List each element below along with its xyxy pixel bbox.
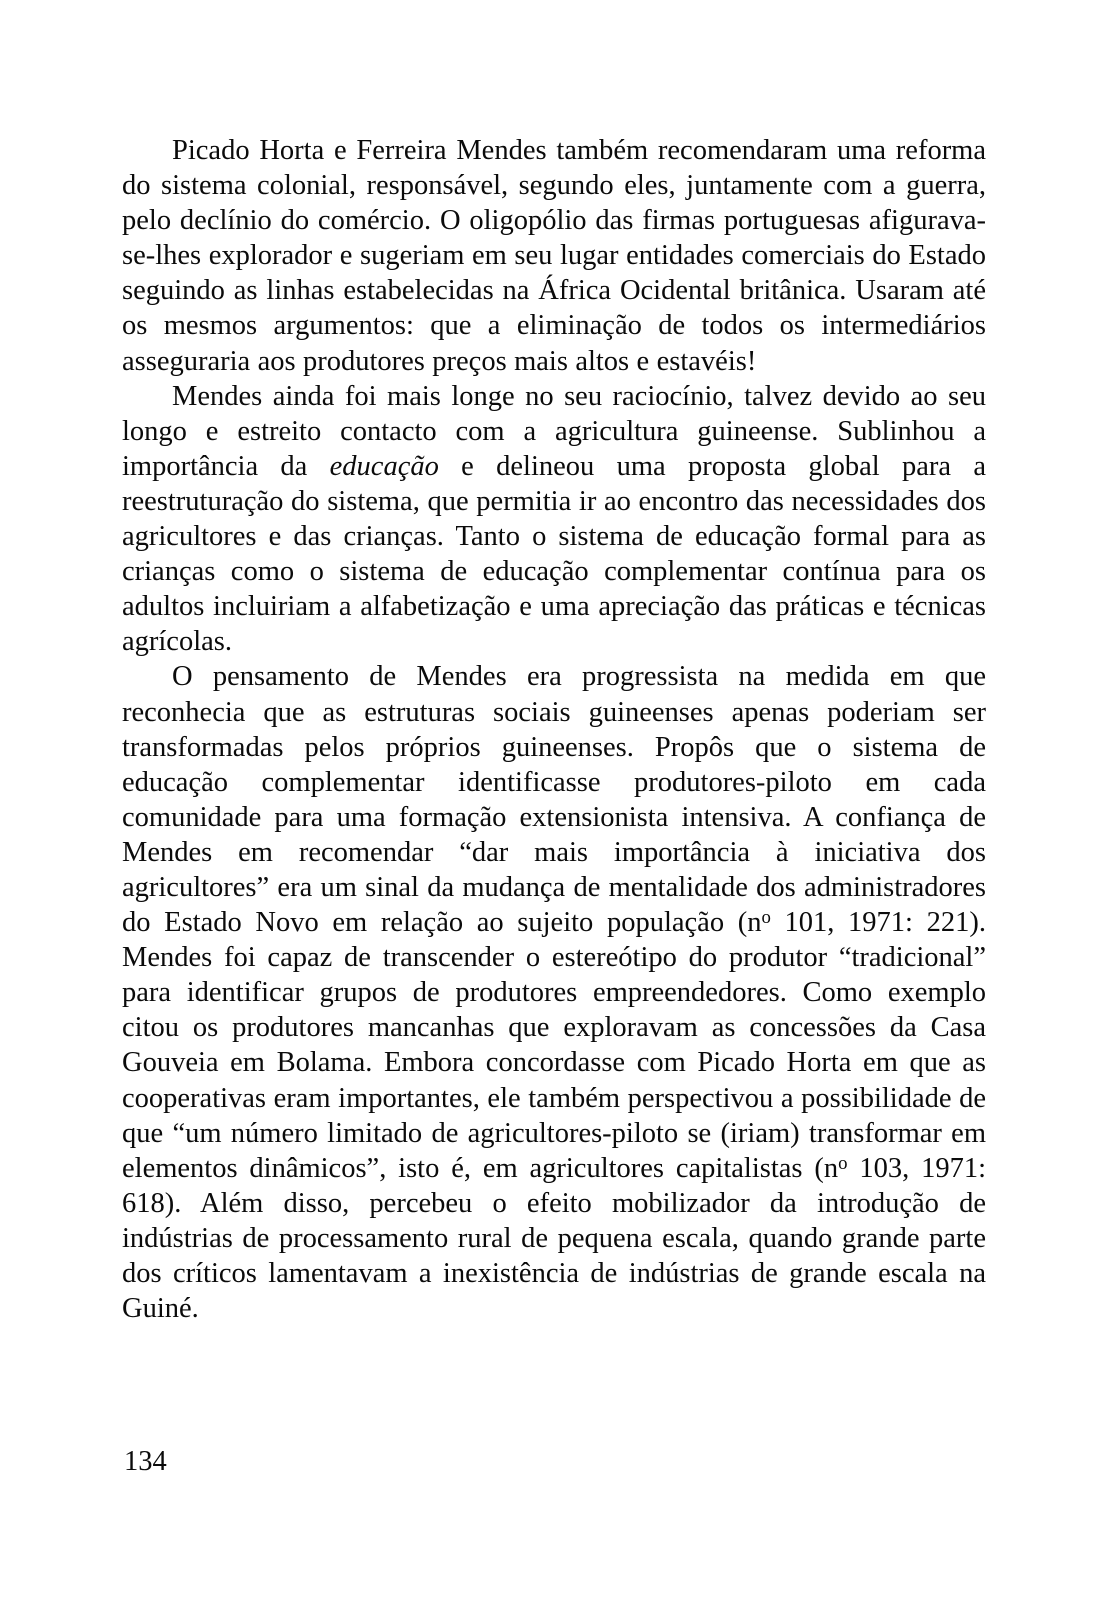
ordinal-indicator-numero-103: o [838, 1152, 848, 1174]
page-number: 134 [124, 1446, 167, 1477]
paragraph-3 [122, 659, 986, 1326]
paragraph-2-text-after-italic: e delineou uma proposta global para a reestruturação do sistema, que permitia ir ao encontro das necessidades dos agricultores e das crianças. Tanto o sistema de educação formal para as crianças como o sistema de educação complementar contínua para os adultos incluiriam a alfabetização e uma apreciação das práticas e técnicas agrícolas. [122, 450, 986, 658]
paragraph-3-segment-2: 101, 1971: 221). Mendes foi capaz de transcender o estereótipo do produtor “tradicional” para identificar grupos de produtores empreendedores. Como exemplo citou os produtores mancanhas que exploravam as concessões da Casa Gouveia em Bolama. Embora concordasse com Picado Horta em que as cooperativas eram importantes, ele também perspectivou a possibilidade de que “um número limitado de agricultores-piloto se (iriam) transformar em elementos dinâmicos”, isto é, em agricultores capitalistas (n [122, 907, 986, 1184]
ordinal-indicator-numero-101: o [761, 907, 771, 929]
paragraph-3-segment-1: O pensamento de Mendes era progressista na medida em que reconhecia que as estruturas sociais guineenses apenas poderiam ser transformadas pelos próprios guineenses. Propôs que o sistema de educação complementar identificasse produtores-piloto em cada comunidade para uma formação extensionista intensiva. A confiança de Mendes em recomendar “dar mais importância à iniciativa dos agricultores” era um sinal da mudança de mentalidade dos administradores do Estado Novo em relação ao sujeito população (n [122, 661, 986, 939]
paragraph-2-text-before-italic: Mendes ainda foi mais longe no seu raciocínio, talvez devido ao seu longo e estreito contacto com a agricultura guineense. Sublinhou a importância da [122, 380, 986, 482]
paragraph-3-segment-3: 103, 1971: 618). Além disso, percebeu o efeito mobilizador da introdução de indústrias de processamento rural de pequena escala, quando grande parte dos críticos lamentavam a inexistência de indústrias de grande escala na Guiné. [122, 1152, 986, 1325]
paragraph-1: Picado Horta e Ferreira Mendes também recomendaram uma reforma do sistema colonial, responsável, segundo eles, juntamente com a guerra, pelo declínio do comércio. O oligopólio das firmas portuguesas afigurava-se-lhes explorador e sugeriam em seu lugar entidades comerciais do Estado seguindo as linhas estabelecidas na África Ocidental britânica. Usaram até os mesmos argumentos: que a eliminação de todos os intermediários asseguraria aos produtores preços mais altos e estavéis! [122, 135, 986, 377]
paragraph-2 [122, 379, 986, 660]
body-text-block [122, 133, 986, 1326]
italic-term-educacao: educação [329, 450, 439, 482]
